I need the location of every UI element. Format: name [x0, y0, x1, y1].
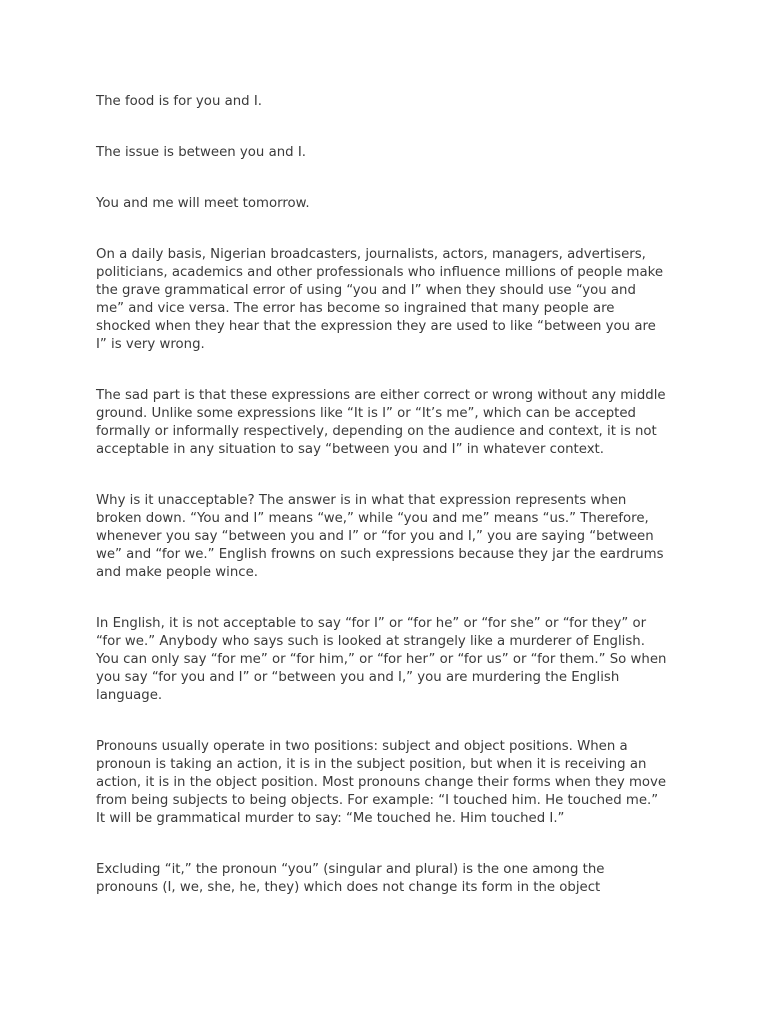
- paragraph-example-food: The food is for you and I.: [96, 94, 262, 109]
- paragraph-in-english: In English, it is not acceptable to say “for I” or “for he” or “for she” or “for they” or “for we.” Anybody who says such is looked at strangely like a murderer of English. You can only say “for me” or “for him,” or “for her” or “for us” or “for them.” So when you say “for you and I” or “between you and I,” you are murdering the English language.: [96, 616, 667, 703]
- paragraph-excluding-it: Excluding “it,” the pronoun “you” (singular and plural) is the one among the pronouns (I, we, she, he, they) which does not change its form in the object: [96, 862, 605, 895]
- paragraph-why-unacceptable: Why is it unacceptable? The answer is in what that expression represents when broken down. “You and I” means “we,” while “you and me” means “us.” Therefore, whenever you say “between you and I” or “for you and I,” you are saying “between we” and “for we.” English frowns on such expressions because they jar the eardrums and make people wince.: [96, 493, 664, 580]
- document-body: [96, 93, 668, 897]
- paragraph-sad-part: The sad part is that these expressions are either correct or wrong without any middle ground. Unlike some expressions like “It is I” or “It’s me”, which can be accepted formally or informally respectively, depending on the audience and context, it is not acceptable in any situation to say “between you and I” in whatever context.: [96, 388, 666, 457]
- paragraph-example-issue: The issue is between you and I.: [96, 145, 306, 160]
- paragraph-pronouns-positions: Pronouns usually operate in two positions: subject and object positions. When a pronoun is taking an action, it is in the subject position, but when it is receiving an action, it is in the object position. Most pronouns change their forms when they move from being subjects to being objects. For example: “I touched him. He touched me.” It will be grammatical murder to say: “Me touched he. Him touched I.”: [96, 739, 667, 826]
- paragraph-example-meet: You and me will meet tomorrow.: [96, 196, 310, 211]
- paragraph-daily-basis: On a daily basis, Nigerian broadcasters, journalists, actors, managers, advertisers, politicians, academics and other professionals who influence millions of people make the grave grammatical error of using “you and I” when they should use “you and me” and vice versa. The error has become so ingrained that many people are shocked when they hear that the expression they are used to like “between you are I” is very wrong.: [96, 247, 664, 352]
